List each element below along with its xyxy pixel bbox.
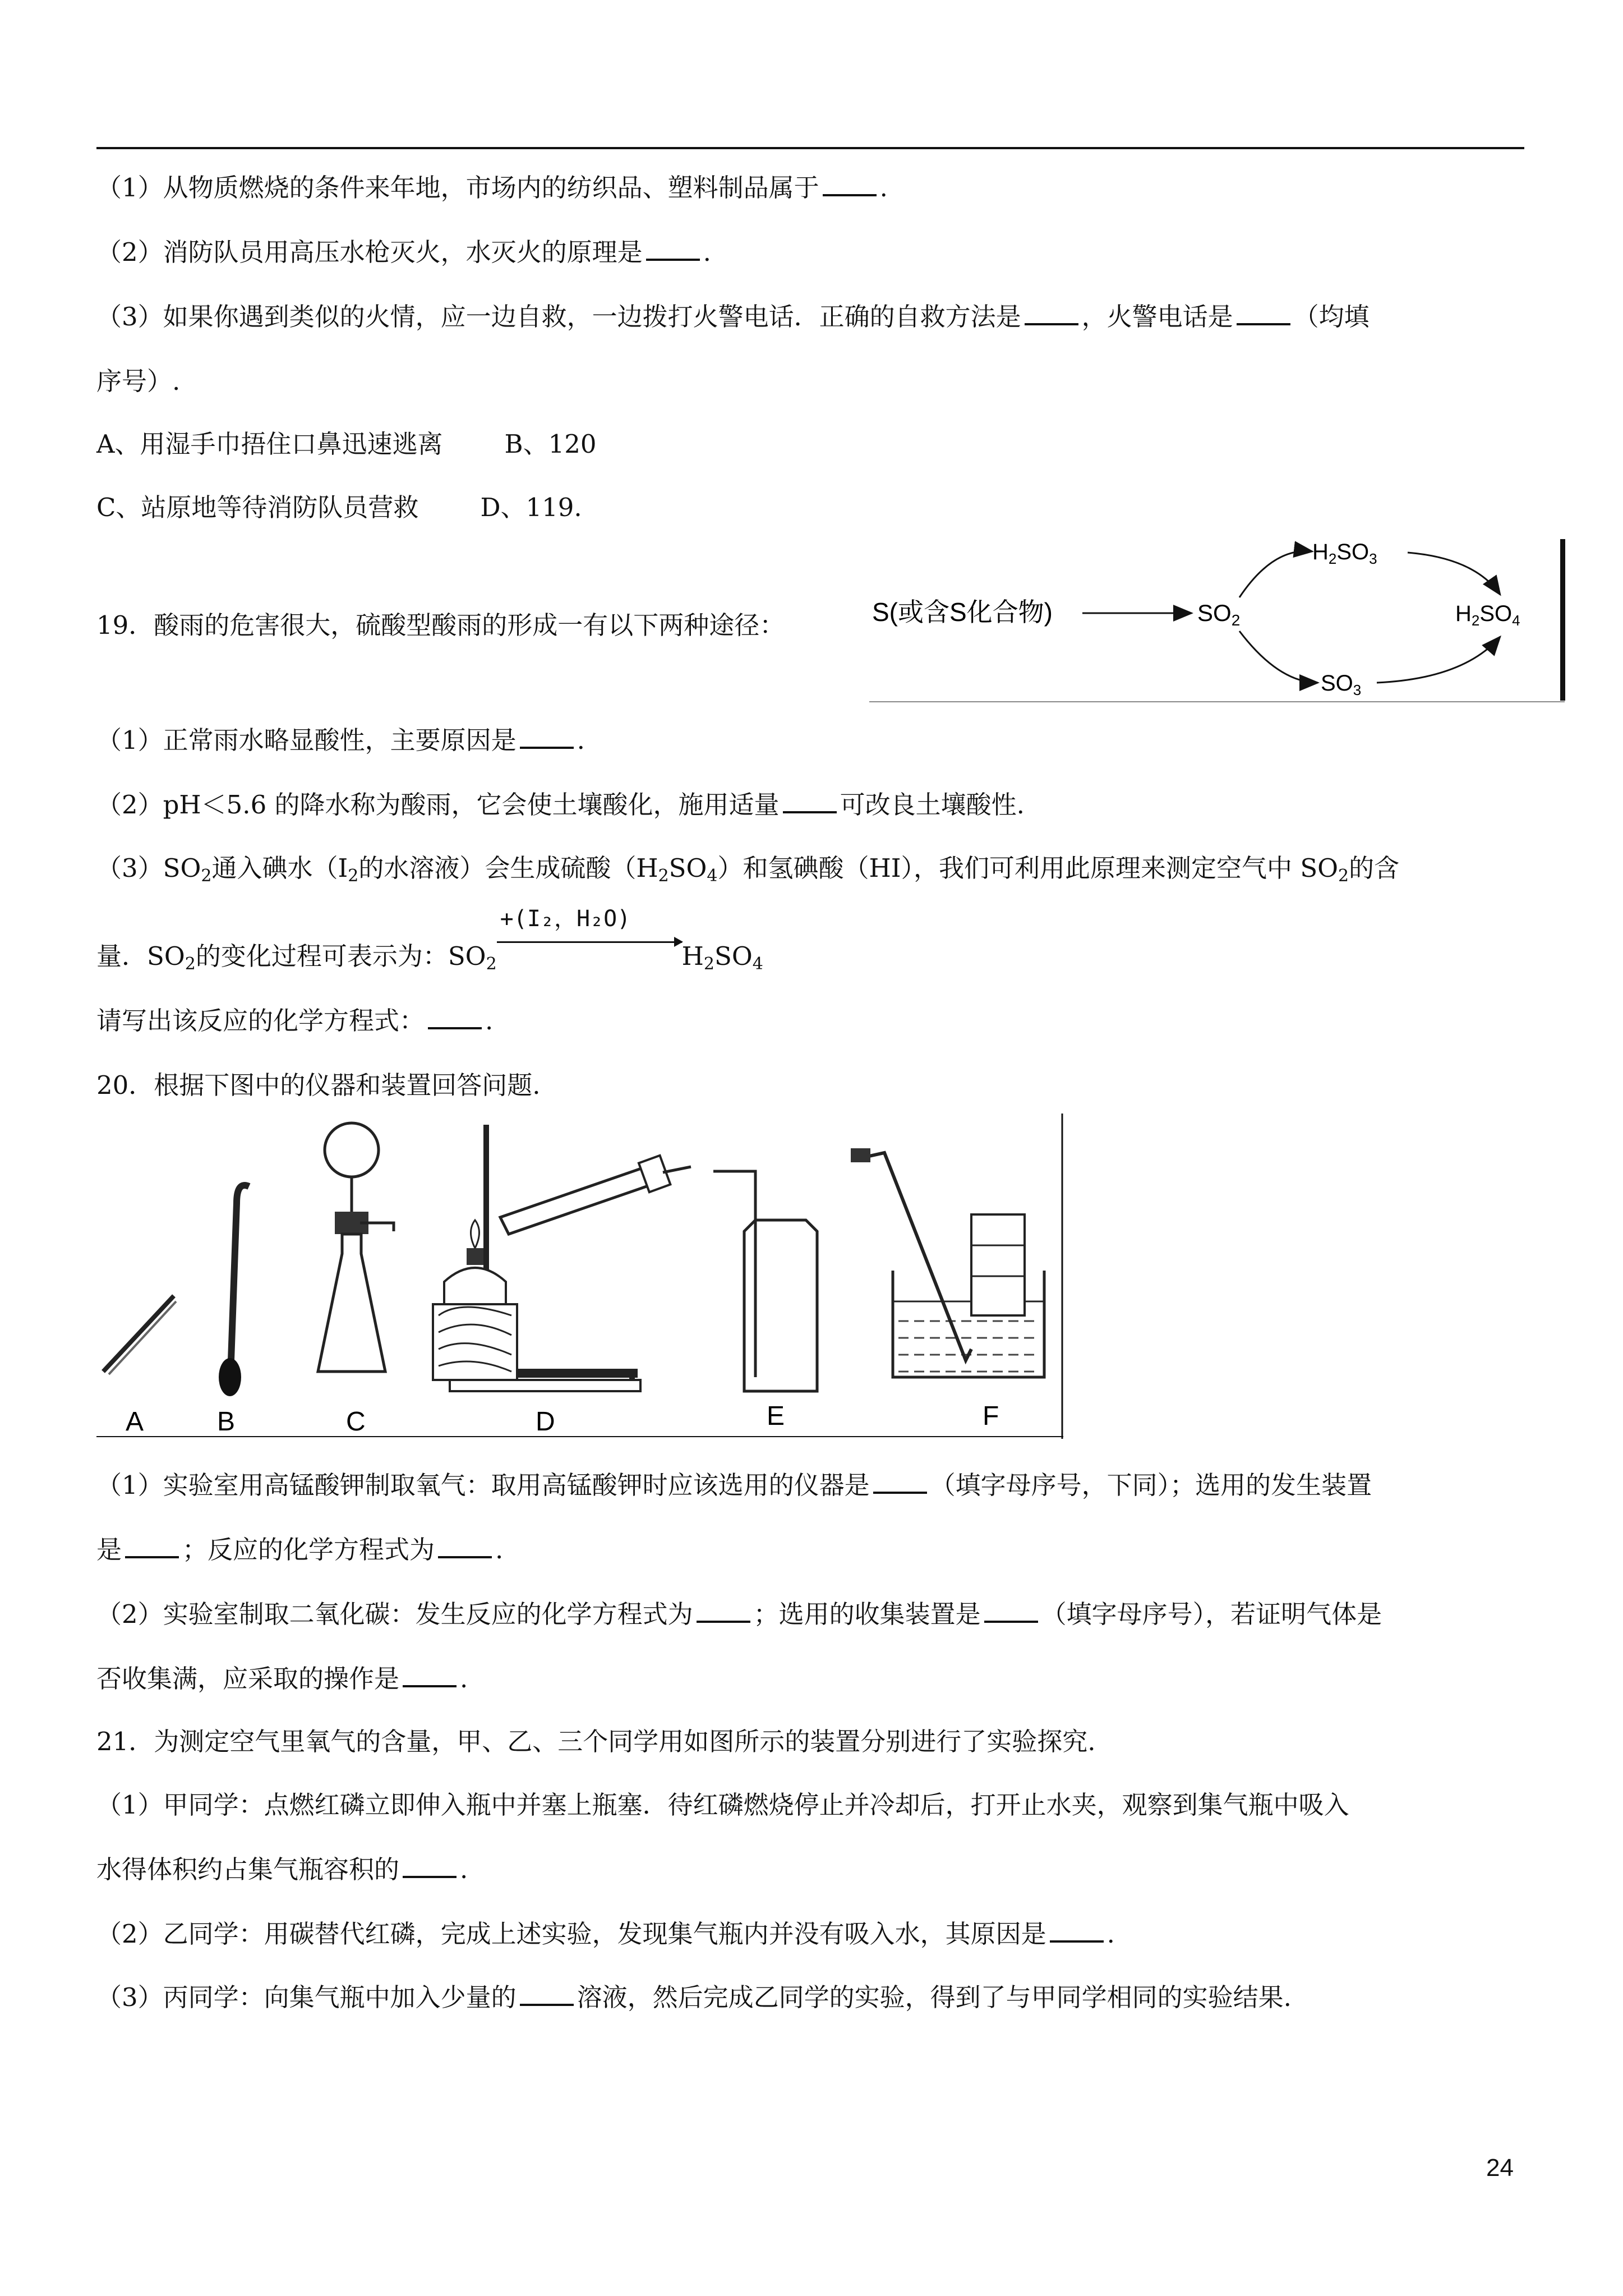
source-label: S(或含S化合物) (872, 597, 1053, 627)
h2so4-label: $H_2SO_4$ (1455, 601, 1520, 629)
answer-blank[interactable] (428, 1005, 482, 1029)
option-d: D、119. (480, 493, 582, 522)
q21-part1-cont: 水得体积约占集气瓶容积的 . (96, 1855, 468, 1884)
q18-options-row2 (96, 491, 582, 524)
q21-part1: （1）甲同学：点燃红磷立即伸入瓶中并塞上瓶塞．待红磷燃烧停止并冷却后，打开止水夹，观察到集气瓶中吸入 (96, 1790, 1349, 1820)
option-c: C、站原地等待消防队员营救 (96, 493, 419, 522)
arrow-so3-to-h2so4 (1377, 637, 1500, 683)
reaction-arrow: +(I₂，H₂O) (497, 931, 682, 965)
q19-part2: （2）pH＜5.6 的降水称为酸雨，它会使土壤酸化，施用适量 可改良土壤酸性. (96, 790, 1025, 820)
answer-blank[interactable] (697, 1598, 750, 1623)
answer-blank[interactable] (520, 1981, 574, 2006)
header-rule (96, 147, 1524, 149)
alcohol-lamp-heating-setup (433, 1125, 691, 1391)
q18-part1: （1）从物质燃烧的条件来年地，市场内的纺织品、塑料制品属于 . (96, 173, 888, 203)
page-number: 24 (1486, 2154, 1514, 2182)
option-b: B、120 (504, 429, 597, 459)
so2-label: SO2 (1197, 600, 1241, 629)
water-trough-collection (851, 1148, 1044, 1377)
answer-blank[interactable] (520, 724, 574, 749)
option-a: A、用湿手巾捂住口鼻迅速逃离 (96, 429, 443, 459)
tweezers (103, 1296, 176, 1374)
label-d: D (536, 1407, 555, 1437)
lab-apparatus-figure (96, 1114, 1067, 1439)
q20-part1: （1）实验室用高锰酸钾制取氧气：取用高锰酸钾时应该选用的仪器是 （填字母序号，下同）；选用的发生装置 (96, 1470, 1372, 1500)
q18-part2: （2）消防队员用高压水枪灭火，水灭火的原理是 . (96, 237, 711, 267)
q20-stem: 20．根据下图中的仪器和装置回答问题. (96, 1070, 541, 1100)
answer-blank[interactable] (984, 1598, 1038, 1623)
so3-label: $SO_3$ (1321, 671, 1362, 698)
q21-stem: 21．为测定空气里氧气的含量，甲、乙、三个同学用如图所示的装置分别进行了实验探究. (96, 1727, 1096, 1756)
h2so3-label: $H_2SO_3$ (1312, 540, 1377, 567)
q19-stem: 19．酸雨的危害很大，硫酸型酸雨的形成一有以下两种途径： (96, 610, 785, 640)
answer-blank[interactable] (1025, 301, 1078, 325)
label-c: C (346, 1407, 366, 1437)
answer-blank[interactable] (1237, 301, 1290, 325)
diagram-border-bar (1560, 539, 1565, 701)
conical-flask-with-funnel (318, 1123, 394, 1372)
q18-part3-cont: 序号）. (96, 366, 181, 396)
answer-blank[interactable] (438, 1534, 492, 1558)
label-f: F (983, 1401, 999, 1431)
answer-blank[interactable] (125, 1534, 179, 1558)
q19-part1: （1）正常雨水略显酸性，主要原因是 . (96, 725, 585, 755)
q20-part1-cont: 是 ；反应的化学方程式为 . (96, 1535, 504, 1565)
answer-blank[interactable] (646, 236, 700, 261)
answer-blank[interactable] (823, 172, 877, 196)
label-e: E (767, 1401, 785, 1431)
arrow-h2so3-to-h2so4 (1408, 553, 1500, 595)
q20-part2: （2）实验室制取二氧化碳：发生反应的化学方程式为 ；选用的收集装置是 （填字母序号），若证明气体是 (96, 1599, 1382, 1629)
gas-collecting-bottle (713, 1171, 817, 1391)
arrow-to-h2so3 (1239, 551, 1312, 597)
q21-part3: （3）丙同学：向集气瓶中加入少量的 溶液，然后完成乙同学的实验，得到了与甲同学相同的实验结果. (96, 1982, 1292, 2012)
q20-part2-cont: 否收集满，应采取的操作是 . (96, 1664, 468, 1694)
answer-blank[interactable] (1050, 1918, 1104, 1943)
answer-blank[interactable] (403, 1663, 457, 1687)
q18-options-row1 (96, 427, 596, 461)
medicine-spoon (219, 1185, 249, 1396)
q18-part3: （3）如果你遇到类似的火情，应一边自救，一边拨打火警电话．正确的自救方法是 ，火警电话是 （均填 (96, 302, 1370, 332)
q19-part4: 请写出该反应的化学方程式： . (96, 1006, 494, 1036)
label-b: B (217, 1407, 236, 1437)
answer-blank[interactable] (783, 789, 837, 813)
q21-part2: （2）乙同学：用碳替代红磷，完成上述实验，发现集气瓶内并没有吸入水，其原因是 . (96, 1919, 1115, 1949)
q19-part3-cont: 量．$SO_2$的变化过程可表示为：$SO_2$ +(I₂，H₂O) $H_2SO_4$ (96, 906, 763, 974)
label-a: A (126, 1407, 144, 1437)
acid-rain-pathway-diagram (869, 536, 1570, 704)
arrow-to-so3 (1239, 631, 1318, 683)
answer-blank[interactable] (873, 1469, 927, 1494)
answer-blank[interactable] (403, 1853, 457, 1878)
q19-part3: $(3)SO_2$通入碘水（$I_2$的水溶液）会生成硫酸$(H_2SO_4)$和氢碘酸（HI），我们可利用此原理来测定空气中 $SO_2$的含 (96, 853, 1400, 886)
